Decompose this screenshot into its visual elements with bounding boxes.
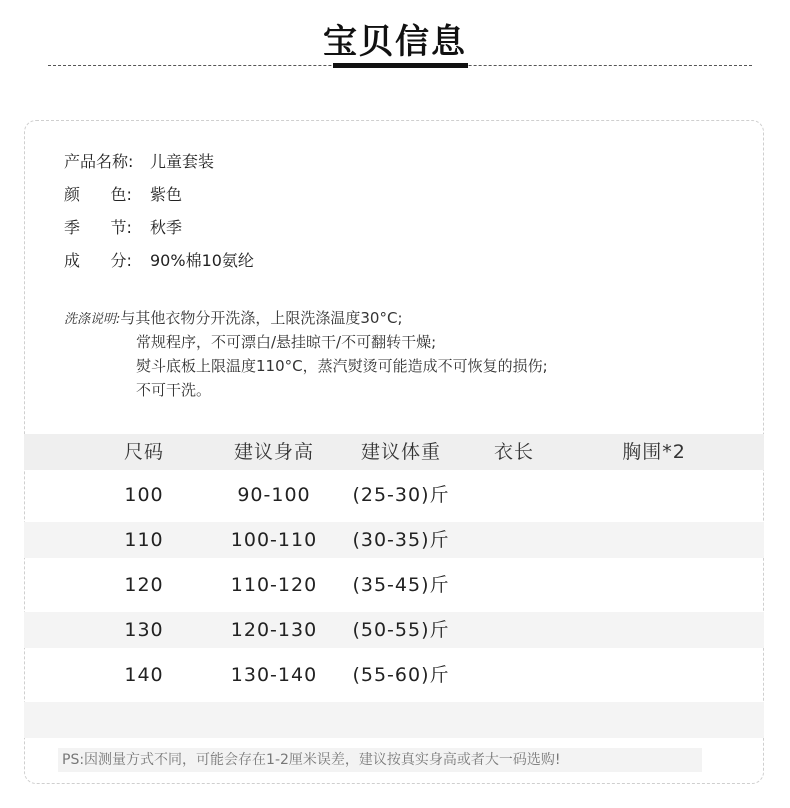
cell-size: 120 [124, 574, 164, 596]
cell-length [464, 657, 564, 693]
info-key: 产品名称: [64, 152, 134, 171]
cell-height: 130-140 [230, 664, 318, 686]
table-row [24, 657, 764, 693]
cell-height: 110-120 [230, 574, 318, 596]
cell-length [464, 477, 564, 513]
table-row [24, 477, 764, 513]
cell-height: 120-130 [230, 619, 318, 641]
cell-length [464, 612, 564, 648]
cell-weight: (35-45)斤 [352, 574, 450, 596]
title-underline-bar [333, 63, 468, 68]
header-height: 建议身高 [233, 441, 314, 463]
cell-weight: (55-60)斤 [352, 664, 450, 686]
cell-chest [594, 522, 714, 558]
info-value: 秋季 [150, 218, 183, 237]
cell-size: 130 [124, 619, 164, 641]
page-title: 宝贝信息 [323, 22, 467, 62]
header-length: 衣长 [493, 441, 534, 463]
header-weight: 建议体重 [360, 441, 441, 463]
info-key: 季 节: [64, 218, 132, 237]
table-row [24, 567, 764, 603]
cell-height: 90-100 [237, 484, 311, 506]
info-row-season [64, 216, 182, 240]
cell-length [464, 522, 564, 558]
cell-height: 100-110 [230, 529, 318, 551]
info-value: 90%棉10氨纶 [150, 251, 254, 270]
header-chest: 胸围*2 [622, 441, 686, 463]
wash-instructions [64, 306, 403, 332]
wash-line: 常规程序，不可漂白/悬挂晾干/不可翻转干燥; [136, 333, 437, 351]
cell-weight: (25-30)斤 [352, 484, 450, 506]
cell-chest [594, 657, 714, 693]
cell-size: 140 [124, 664, 164, 686]
info-value: 儿童套装 [150, 152, 215, 171]
footnote: PS:因测量方式不同，可能会存在1-2厘米误差，建议按真实身高或者大一码选购! [58, 748, 702, 772]
wash-label: 洗涤说明: [64, 312, 121, 327]
cell-size: 110 [124, 529, 164, 551]
info-row-product-name [64, 150, 214, 174]
info-row-color [64, 183, 182, 207]
cell-size: 100 [124, 484, 164, 506]
wash-line: 与其他衣物分开洗涤，上限洗涤温度30°C; [120, 309, 403, 327]
info-key: 颜 色: [64, 185, 132, 204]
cell-chest [594, 477, 714, 513]
cell-weight: (50-55)斤 [352, 619, 450, 641]
table-row [24, 522, 764, 558]
table-row [24, 612, 764, 648]
wash-line: 熨斗底板上限温度110°C，蒸汽熨烫可能造成不可恢复的损伤; [136, 357, 548, 375]
cell-chest [594, 612, 714, 648]
header-size: 尺码 [123, 441, 164, 463]
cell-length [464, 567, 564, 603]
cell-chest [594, 567, 714, 603]
table-row-empty [24, 702, 764, 738]
size-table-header [24, 434, 764, 470]
info-key: 成 分: [64, 251, 132, 270]
wash-line: 不可干洗。 [136, 381, 212, 399]
info-row-material [64, 249, 254, 273]
info-value: 紫色 [150, 185, 183, 204]
cell-weight: (30-35)斤 [352, 529, 450, 551]
